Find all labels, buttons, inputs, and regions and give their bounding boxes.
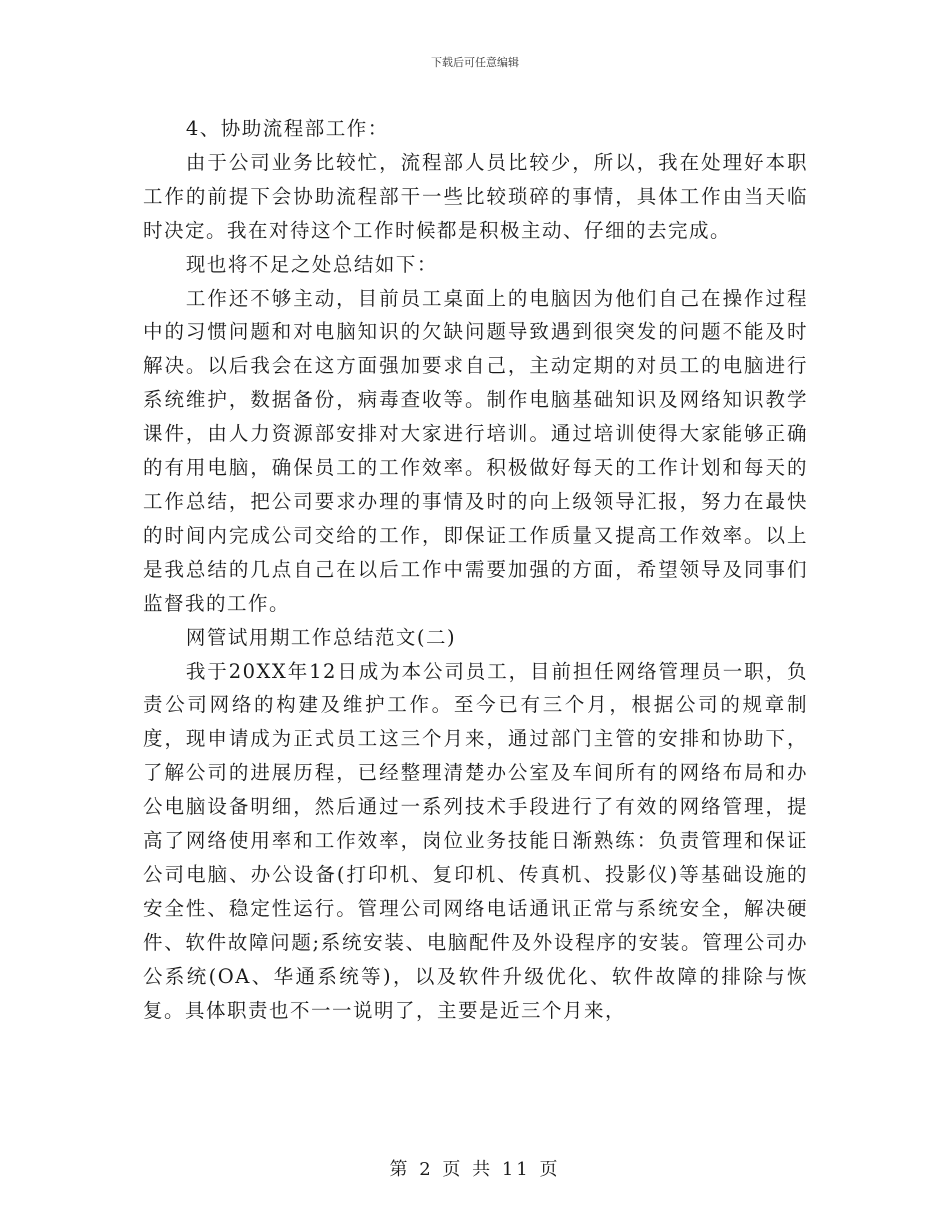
section-heading-shortcomings: 现也将不足之处总结如下：: [185, 252, 438, 276]
paragraph-assist-process: 由于公司业务比较忙，流程部人员比较少，所以，我在处理好本职工作的前提下会协助流程部干一些比较琐碎的事情，具体工作由当天临时决定。我在对待这个工作时候都是积极主动、仔细的去完成。: [143, 150, 808, 242]
section-heading-assist-process: 4、协助流程部工作：: [185, 117, 389, 140]
paragraph-shortcomings: 工作还不够主动，目前员工桌面上的电脑因为他们自己在操作过程中的习惯问题和对电脑知识的欠缺问题导致遇到很突发的问题不能及时解决。以后我会在这方面强加要求自己，主动定期的对员工的电脑进行系统维护，数据备份，病毒查收等。制作电脑基础知识及网络知识教学课件，由人力资源部安排对大家进行培训。通过培训使得大家能够正确的有用电脑，确保员工的工作效率。积极做好每天的工作计划和每天的工作总结，把公司要求办理的事情及时的向上级领导汇报，努力在最快的时间内完成公司交给的工作，即保证工作质量又提高工作效率。以上是我总结的几点自己在以后工作中需要加强的方面，希望领导及同事们监督我的工作。: [143, 286, 808, 615]
document-body: [143, 112, 808, 1027]
article-title-two: 网管试用期工作总结范文(二): [185, 625, 457, 649]
paragraph-intro-two: 我于20XX年12日成为本公司员工，目前担任网络管理员一职，负责公司网络的构建及维护工作。至今已有三个月，根据公司的规章制度，现申请成为正式员工这三个月来，通过部门主管的安排和协助下，了解公司的进展历程，已经整理清楚办公室及车间所有的网络布局和办公电脑设备明细，然后通过一系列技术手段进行了有效的网络管理，提高了网络使用率和工作效率，岗位业务技能日渐熟练：负责管理和保证公司电脑、办公设备(打印机、复印机、传真机、投影仪)等基础设施的安全性、稳定性运行。管理公司网络电话通讯正常与系统安全，解决硬件、软件故障问题;系统安装、电脑配件及外设程序的安装。管理公司办公系统(OA、华通系统等)，以及软件升级优化、软件故障的排除与恢复。具体职责也不一一说明了，主要是近三个月来，: [143, 659, 808, 1022]
page-header: 下载后可任意编辑: [431, 56, 519, 69]
page-number-footer: 第 2 页 共 11 页: [389, 1159, 561, 1180]
